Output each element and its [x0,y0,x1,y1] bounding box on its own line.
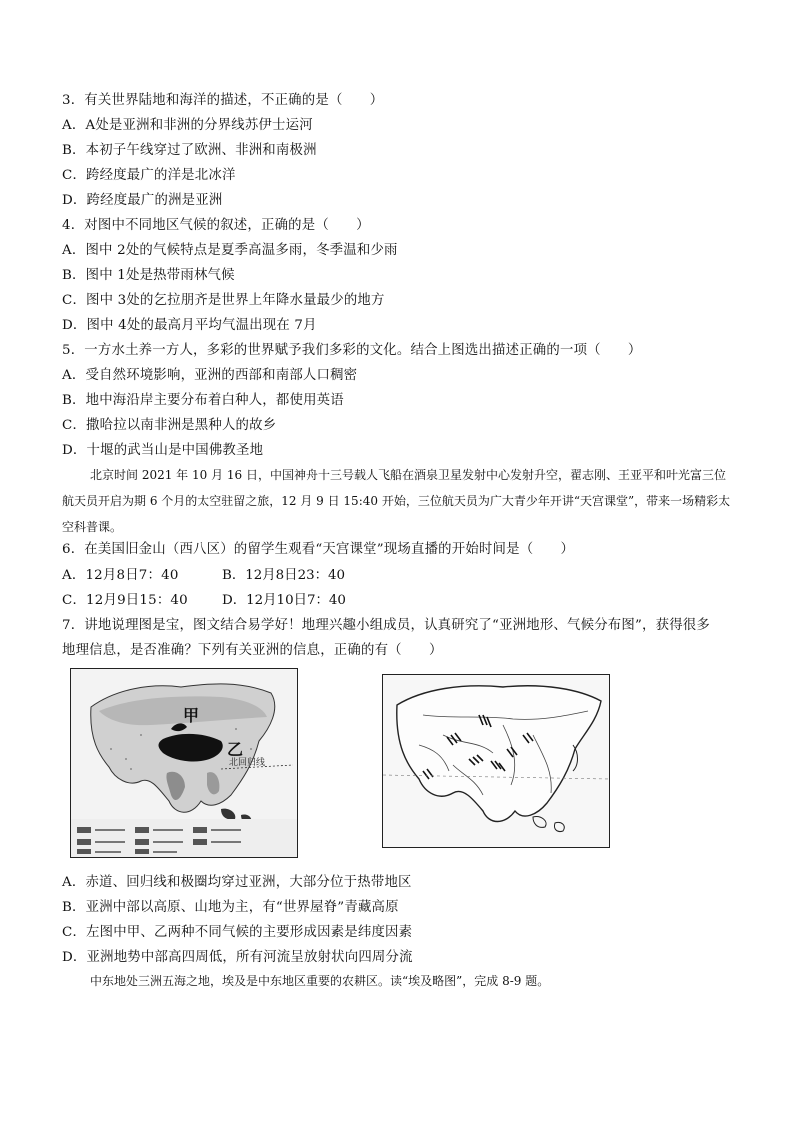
q6-option-d: D．12月10日7：40 [222,593,346,608]
q6-option-c: C．12月9日15：40 [62,593,188,608]
asia-climate-map [70,668,298,858]
q4-option-a: A．图中 2处的气候特点是夏季高温多雨，冬季温和少雨 [62,243,398,258]
q7-option-b: B．亚洲中部以高原、山地为主，有“世界屋脊”青藏高原 [62,900,399,915]
map-label-yi: 乙 [227,740,244,759]
q4-stem: 4．对图中不同地区气候的叙述，正确的是（ ） [62,218,370,233]
q5-option-a: A．受自然环境影响，亚洲的西部和南部人口稠密 [62,368,358,383]
q7-stem-line1: 7．讲地说理图是宝，图文结合易学好！地理兴趣小组成员，认真研究了“亚洲地形、气候分布图”，获得很多 [62,618,710,633]
passage-egypt: 中东地处三洲五海之地，埃及是中东地区重要的农耕区。读“埃及略图”，完成 8-9 题。 [90,974,550,988]
q4-option-b: B．图中 1处是热带雨林气候 [62,268,235,283]
q7-option-d: D．亚洲地势中部高四周低，所有河流呈放射状向四周分流 [62,950,413,965]
q3-option-b: B．本初子午线穿过了欧洲、非洲和南极洲 [62,143,317,158]
q7-option-c: C．左图中甲、乙两种不同气候的主要形成因素是纬度因素 [62,925,413,940]
q3-stem: 3．有关世界陆地和海洋的描述，不正确的是（ ） [62,93,384,108]
q6-option-a: A．12月8日7：40 [62,568,179,583]
q5-option-d: D．十堰的武当山是中国佛教圣地 [62,443,264,458]
q6-option-b: B．12月8日23：40 [222,568,346,583]
q3-option-d: D．跨经度最广的洲是亚洲 [62,193,223,208]
q5-stem: 5．一方水土养一方人，多彩的世界赋予我们多彩的文化。结合上图选出描述正确的一项（ ） [62,343,642,358]
q5-option-c: C．撒哈拉以南非洲是黑种人的故乡 [62,418,277,433]
q3-option-c: C．跨经度最广的洋是北冰洋 [62,168,236,183]
q7-stem-line2: 地理信息，是否准确？下列有关亚洲的信息，正确的有（ ） [62,643,443,658]
q4-option-c: C．图中 3处的乞拉朋齐是世界上年降水量最少的地方 [62,293,385,308]
q4-option-d: D．图中 4处的最高月平均气温出现在 7月 [62,318,317,333]
passage-tiangong: 北京时间 2021 年 10 月 16 日，中国神舟十三号载人飞船在酒泉卫星发射中心发射升空，翟志刚、王亚平和叶光富三位航天员开启为期 6 个月的太空驻留之旅，12 月 9 日 15:40 开始，三位航天员为广大青少年开讲“天宫课堂”，带来一场精彩太空科普课。 [62,468,731,534]
asia-outline-map-drawing [383,675,609,847]
q5-option-b: B．地中海沿岸主要分布着白种人，都使用英语 [62,393,344,408]
map-label-jia: 甲 [183,706,200,725]
q6-stem: 6．在美国旧金山（西八区）的留学生观看“天宫课堂”现场直播的开始时间是（ ） [62,542,575,557]
q7-option-a: A．赤道、回归线和极圈均穿过亚洲，大部分位于热带地区 [62,875,412,890]
q3-option-a: A．A处是亚洲和非洲的分界线苏伊士运河 [62,118,313,133]
map-label-tropic: 北回归线 [229,758,266,768]
asia-outline-map [382,674,610,848]
